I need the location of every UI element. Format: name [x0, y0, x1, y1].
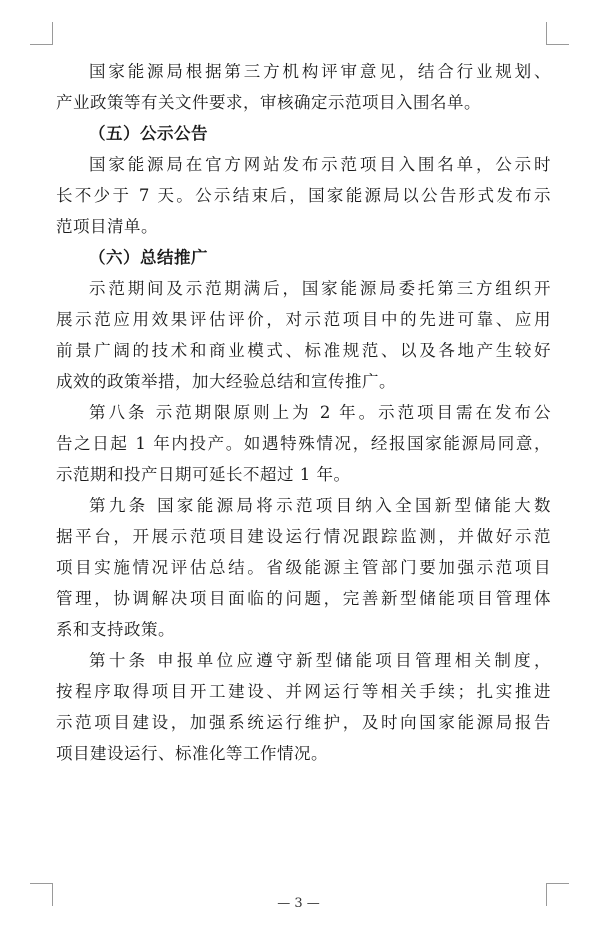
paragraph-line: 长不少于 7 天。公示结束后，国家能源局以公告形式发布示: [56, 186, 551, 205]
article-line: 系和支持政策。: [56, 620, 175, 639]
paragraph-line: 前景广阔的技术和商业模式、标准规范、以及各地产生较好: [56, 341, 551, 360]
article-line: 第九条 国家能源局将示范项目纳入全国新型储能大数: [89, 496, 551, 515]
paragraph-line: 成效的政策举措，加大经验总结和宣传推广。: [56, 372, 396, 391]
article-line: 据平台，开展示范项目建设运行情况跟踪监测，并做好示范: [56, 527, 551, 546]
section-heading: （五）公示公告: [89, 124, 208, 143]
article-line: 第十条 申报单位应遵守新型储能项目管理相关制度，: [89, 651, 551, 670]
paragraph-line: 展示范应用效果评估评价，对示范项目中的先进可靠、应用: [56, 310, 551, 329]
article-line: 示范期和投产日期可延长不超过 1 年。: [56, 465, 351, 484]
paragraph-line: 国家能源局根据第三方机构评审意见，结合行业规划、: [89, 62, 551, 81]
article-line: 第八条 示范期限原则上为 2 年。示范项目需在发布公: [89, 403, 551, 422]
body-text: [56, 56, 551, 769]
article-line: 示范项目建设，加强系统运行维护，及时向国家能源局报告: [56, 713, 551, 732]
article-line: 管理，协调解决项目面临的问题，完善新型储能项目管理体: [56, 589, 551, 608]
paragraph-line: 范项目清单。: [56, 217, 158, 236]
article-line: 告之日起 1 年内投产。如遇特殊情况，经报国家能源局同意，: [56, 434, 551, 453]
article-line: 项目建设运行、标准化等工作情况。: [56, 744, 328, 763]
paragraph-line: 国家能源局在官方网站发布示范项目入围名单，公示时: [89, 155, 551, 174]
article-line: 项目实施情况评估总结。省级能源主管部门要加强示范项目: [56, 558, 551, 577]
paragraph-line: 产业政策等有关文件要求，审核确定示范项目入围名单。: [56, 93, 481, 112]
section-heading: （六）总结推广: [89, 248, 208, 267]
paragraph-line: 示范期间及示范期满后，国家能源局委托第三方组织开: [89, 279, 551, 298]
article-line: 按程序取得项目开工建设、并网运行等相关手续；扎实推进: [56, 682, 551, 701]
crop-mark-top-left: [30, 22, 53, 45]
page-number: — 3 —: [277, 896, 320, 911]
crop-mark-top-right: [546, 22, 569, 45]
